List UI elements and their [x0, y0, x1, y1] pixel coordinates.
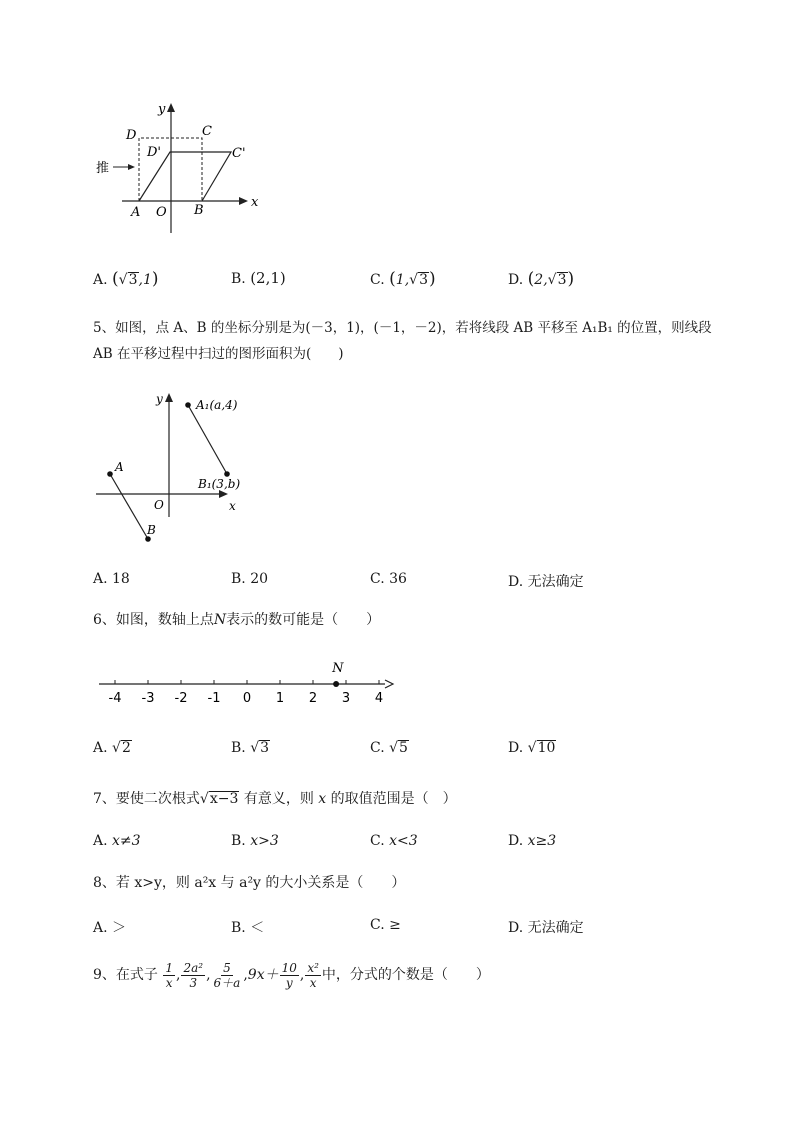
q7-option-b[interactable]: [231, 833, 279, 849]
option-letter: D.: [508, 272, 524, 288]
q7-option-c[interactable]: [370, 833, 418, 849]
tick-label: 3: [341, 691, 351, 706]
q7-var: x: [318, 791, 327, 807]
point-b: [145, 536, 151, 542]
tick-label: -1: [207, 691, 221, 706]
option-letter: C.: [370, 833, 385, 849]
q4-option-a[interactable]: A. (√3,1): [93, 269, 159, 289]
option-text: x<3: [389, 833, 418, 849]
radicand: 3: [260, 740, 270, 756]
q6-question: [93, 607, 380, 633]
option-text: x≥3: [527, 833, 557, 849]
label-A: A: [115, 460, 124, 474]
q8-option-d[interactable]: [508, 917, 584, 937]
option-letter: B.: [231, 740, 246, 756]
label-x: x: [229, 499, 236, 513]
figure-q6-number-line: [95, 655, 400, 710]
q5-option-b[interactable]: [231, 571, 268, 587]
fraction-1: $\frac{1}{x}$: [165, 960, 174, 990]
option-text: 18: [112, 571, 130, 587]
option-letter: C.: [370, 272, 385, 288]
tick-label: 1: [275, 691, 285, 706]
radicand: 2: [121, 740, 131, 756]
q8-option-b[interactable]: [231, 917, 264, 937]
option-letter: A.: [93, 740, 108, 756]
point-a: [107, 471, 113, 477]
q6-var: N: [213, 612, 227, 628]
segment-a1b1: [188, 405, 227, 474]
label-B: B: [194, 203, 204, 218]
point-a1: [185, 402, 191, 408]
label-O: O: [156, 205, 167, 220]
q7-prefix: 7、要使二次根式: [93, 791, 200, 807]
q7-suffix: 的取值范围是（ ）: [330, 791, 457, 807]
label-B1: B₁(3,b): [198, 477, 241, 491]
option-letter: B.: [231, 833, 246, 849]
radicand: 3: [128, 272, 138, 288]
option-letter: C.: [370, 571, 385, 587]
q9-question: 9、在式子 $\frac{1}{x}$ , $\frac{\text{2a²}}{3}$ , $\frac{5}{6+a}$ ,9x＋ $\frac{10}{y}$ , $\frac{\text{x²}}{x}$ 中，分式的个数是（ ）: [93, 960, 490, 990]
q6-prefix: 6、如图，数轴上点: [93, 612, 214, 628]
tick-label: 2: [308, 691, 318, 706]
q5-option-d[interactable]: [508, 571, 584, 591]
label-y: y: [156, 392, 163, 406]
q8-option-c[interactable]: [370, 917, 401, 933]
label-C-prime: C': [232, 146, 246, 161]
label-O: O: [154, 498, 164, 512]
q5-line-1: 5、如图，点 A、B 的坐标分别是为(－3，1)，(－1，－2)，若将线段 AB 平移至 A₁B₁ 的位置，则线段: [93, 320, 712, 336]
tick-label: -4: [108, 691, 122, 706]
figure-q5-coordinate: [90, 385, 260, 550]
q6-option-b[interactable]: B. √3: [231, 740, 270, 756]
fraction-5: $\frac{\text{x²}}{x}$: [307, 960, 319, 990]
q5-option-c[interactable]: [370, 571, 407, 587]
q9-prefix: 9、在式子: [93, 967, 158, 983]
option-letter: D.: [508, 574, 524, 590]
radicand: 3: [419, 272, 428, 288]
q4-option-d[interactable]: D. (2,√3): [508, 269, 575, 289]
fraction-2: $\frac{\text{2a²}}{3}$: [183, 960, 204, 990]
q6-option-c[interactable]: C. √5: [370, 740, 408, 756]
q8-option-a[interactable]: [93, 917, 126, 937]
label-A: A: [131, 205, 141, 220]
tick-label: -2: [174, 691, 188, 706]
label-A1: A₁(a,4): [196, 398, 238, 412]
q6-suffix: 表示的数可能是（ ）: [226, 612, 381, 628]
q7-middle: 有意义，则: [243, 791, 314, 807]
option-text: x≠3: [112, 833, 141, 849]
option-letter: C.: [370, 917, 385, 933]
option-letter: A.: [93, 833, 108, 849]
option-text: 无法确定: [527, 574, 584, 590]
q5-line-2: AB 在平移过程中扫过的图形面积为( ): [93, 346, 344, 362]
value: 2: [534, 272, 544, 288]
option-letter: D.: [508, 920, 524, 936]
q4-option-b[interactable]: [231, 269, 286, 287]
push-arrow-head: [128, 164, 135, 170]
point-n-label: N: [332, 661, 344, 676]
label-D-prime: D': [147, 145, 161, 160]
y-axis-arrow: [167, 103, 175, 112]
q8-question: 8、若 x>y，则 a²x 与 a²y 的大小关系是（ ）: [93, 875, 406, 891]
q4-option-c[interactable]: C. (1,√3): [370, 269, 436, 289]
tick-label: 4: [374, 691, 384, 706]
option-letter: B.: [231, 271, 246, 287]
radicand: 3: [557, 272, 567, 288]
tick-label: 0: [242, 691, 252, 706]
option-text: ≥: [389, 917, 401, 933]
q7-radicand: x−3: [209, 791, 239, 807]
q7-option-a[interactable]: [93, 833, 141, 849]
value: 1: [142, 272, 152, 288]
point-b1: [224, 471, 230, 477]
point-n: [333, 681, 339, 687]
radicand: 10: [537, 740, 556, 756]
option-letter: A.: [93, 571, 108, 587]
value: 1: [395, 272, 405, 288]
option-text: 20: [250, 571, 269, 587]
option-letter: B.: [231, 571, 246, 587]
option-letter: C.: [370, 740, 385, 756]
tick-label: -3: [141, 691, 155, 706]
option-text: 无法确定: [527, 920, 584, 936]
option-text: 36: [389, 571, 407, 587]
option-text: ＜: [250, 920, 265, 936]
push-label: 推: [96, 161, 110, 176]
q6-option-d[interactable]: D. √10: [508, 740, 556, 756]
option-text: x>3: [250, 833, 279, 849]
q5-option-a[interactable]: [93, 571, 130, 587]
q9-suffix: 中，分式的个数是（ ）: [321, 967, 490, 983]
label-D: D: [126, 128, 137, 143]
option-letter: A.: [93, 920, 108, 936]
label-y: y: [158, 102, 166, 117]
option-text: ＞: [112, 920, 127, 936]
fraction-4: $\frac{10}{y}$: [281, 960, 297, 990]
option-letter: A.: [93, 272, 108, 288]
expr-4-prefix: 9x＋: [247, 967, 279, 983]
option-letter: B.: [231, 920, 246, 936]
x-axis-arrow: [239, 197, 248, 205]
y-axis-arrow: [165, 393, 173, 402]
option-letter: D.: [508, 740, 524, 756]
label-B: B: [147, 523, 156, 537]
segment-ab: [110, 474, 148, 539]
x-axis-arrow: [219, 490, 228, 498]
option-letter: D.: [508, 833, 524, 849]
figure-q4-parallelogram: [90, 95, 270, 240]
label-x: x: [251, 195, 259, 210]
q7-option-d[interactable]: [508, 833, 556, 849]
value: (2,1): [250, 269, 286, 287]
q6-option-a[interactable]: A. √2: [93, 740, 131, 756]
q7-question: 7、要使二次根式√x−3 有意义，则 x 的取值范围是（ ）: [93, 791, 457, 807]
label-C: C: [202, 124, 212, 139]
number-line-arrow: [385, 680, 393, 688]
fraction-3: $\frac{5}{6+a}$: [213, 960, 241, 990]
radicand: 5: [399, 740, 408, 756]
